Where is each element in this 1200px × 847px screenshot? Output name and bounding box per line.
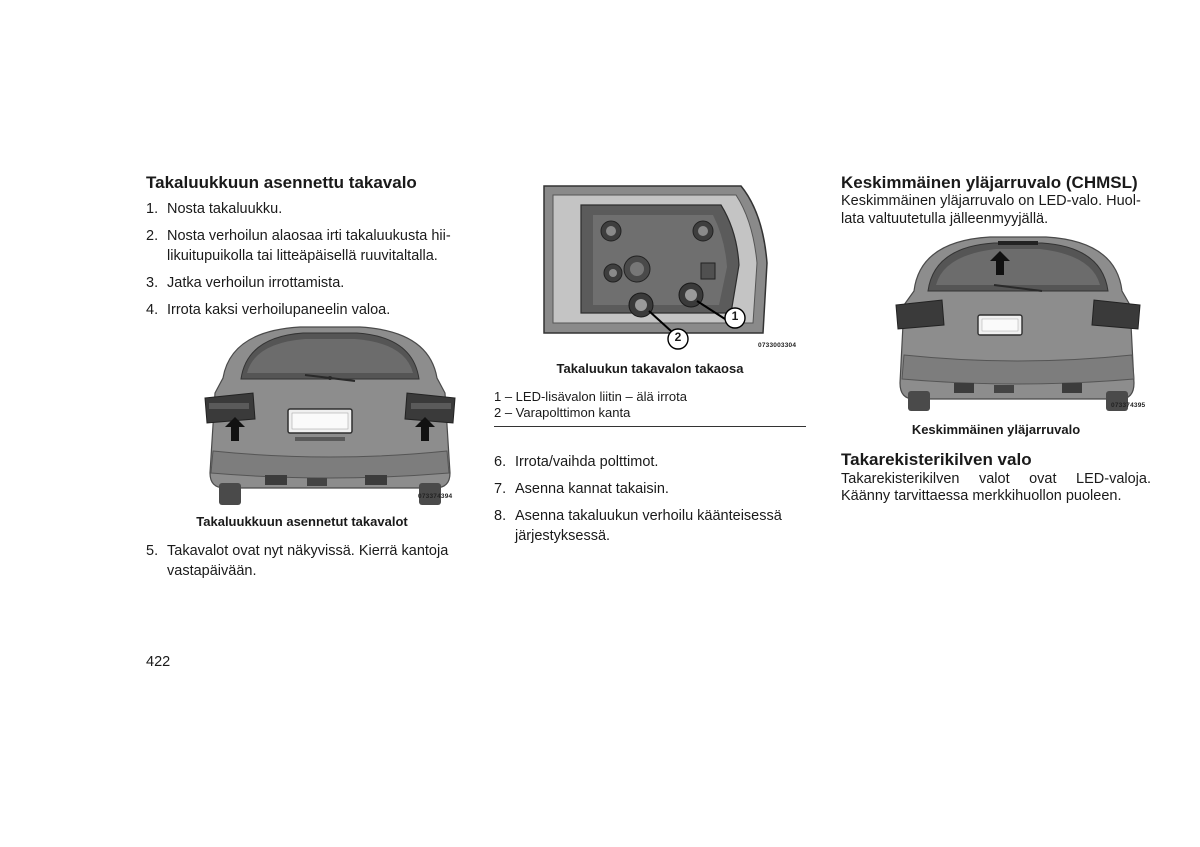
step-6 — [494, 452, 806, 472]
step-text-line-1: Takavalot ovat nyt näkyvissä. Kierrä kantoja — [167, 543, 449, 559]
step-text-line-1: Nosta verhoilun alaosaa irti takaluukusta hii- — [167, 228, 451, 244]
step-number: 8. — [494, 508, 507, 524]
step-8 — [494, 506, 806, 546]
step-text: Jatka verhoilun irrottamista. — [167, 275, 345, 291]
figure-caption-left: Takaluukkuun asennetut takavalot — [196, 514, 408, 529]
plate-light-paragraph-line-2: Käänny tarvittaessa merkkihuollon puoleen. — [841, 488, 1122, 504]
callout-1: 1 — [731, 309, 739, 323]
vehicle-rear-illustration — [195, 323, 465, 508]
vehicle-rear-illustration — [890, 233, 1156, 413]
section-heading-tailgate-lamp: Takaluukkuun asennettu takavalo — [146, 173, 417, 192]
figure-code: 073374394 — [418, 493, 453, 500]
figure-code: 073374395 — [1111, 402, 1146, 409]
chmsl-paragraph-line-2: lata valtuutetulla jälleenmyyjällä. — [841, 211, 1049, 227]
step-3 — [146, 273, 466, 293]
step-7 — [494, 479, 806, 499]
step-text-line-1: Asenna takaluukun verhoilu käänteisessä — [515, 508, 782, 524]
figure-caption-middle: Takaluukun takavalon takaosa — [556, 361, 744, 376]
figure-lamp-backside — [541, 183, 807, 353]
figure-chmsl — [890, 233, 1156, 413]
step-1 — [146, 199, 466, 219]
step-4 — [146, 300, 466, 320]
step-number: 1. — [146, 201, 159, 217]
step-number: 2. — [146, 228, 159, 244]
step-number: 3. — [146, 275, 159, 291]
figure-code: 0733003304 — [758, 342, 797, 349]
lamp-housing-illustration — [541, 183, 807, 353]
step-text-line-2: järjestyksessä. — [515, 528, 611, 544]
step-text: Irrota kaksi verhoilupaneelin valoa. — [167, 302, 391, 318]
page-number: 422 — [146, 654, 171, 670]
section-heading-chmsl: Keskimmäinen yläjarruvalo (CHMSL) — [841, 173, 1138, 192]
step-text: Nosta takaluukku. — [167, 201, 283, 217]
step-text-line-2: likuitupuikolla tai litteäpäisellä ruuvitaltalla. — [167, 248, 438, 264]
step-text: Asenna kannat takaisin. — [515, 481, 669, 497]
figure-legend-item-1: 1 – LED-lisävalon liitin – älä irrota — [494, 389, 687, 404]
step-number: 7. — [494, 481, 507, 497]
step-text-line-2: vastapäivään. — [167, 563, 257, 579]
step-number: 4. — [146, 302, 159, 318]
plate-light-paragraph-line-1: Takarekisterikilven valot ovat LED-valoja. — [841, 471, 1151, 487]
figure-caption-right: Keskimmäinen yläjarruvalo — [911, 422, 1081, 437]
step-number: 6. — [494, 454, 507, 470]
step-5 — [146, 541, 466, 581]
callout-2: 2 — [674, 330, 682, 344]
chmsl-paragraph-line-1: Keskimmäinen yläjarruvalo on LED-valo. Huol- — [841, 193, 1141, 209]
section-heading-plate-light: Takarekisterikilven valo — [841, 450, 1032, 469]
step-2 — [146, 226, 466, 266]
legend-divider — [494, 426, 806, 427]
step-number: 5. — [146, 543, 159, 559]
step-text: Irrota/vaihda polttimot. — [515, 454, 659, 470]
figure-tailgate-lamps — [195, 323, 465, 508]
figure-legend-item-2: 2 – Varapolttimon kanta — [494, 405, 631, 420]
